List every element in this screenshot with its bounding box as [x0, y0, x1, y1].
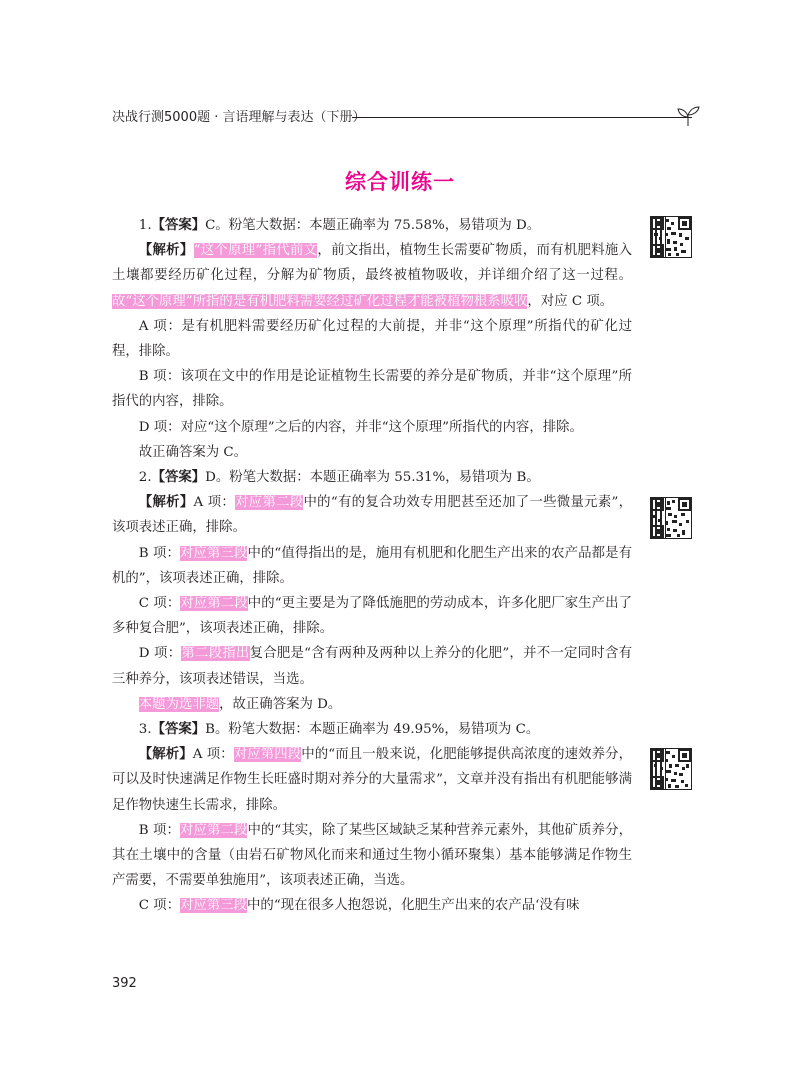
- highlight-text: 对应第四段: [233, 747, 302, 763]
- q1-answer-text: C。粉笔大数据：本题正确率为 75.58%，易错项为 D。: [205, 218, 541, 233]
- option-prefix: C 项：: [138, 596, 181, 612]
- highlight-text: 对应第三段: [179, 545, 248, 561]
- q2-option-c: [112, 591, 632, 641]
- conclusion-text: ，故正确答案为 D。: [219, 696, 342, 712]
- q1-analysis-text: ，前文指出，植物生长需要矿物质，而有机肥料施入土壤都要经历矿化过程，分解为矿物质，最终被植物吸收，并详细介绍了这一过程。: [112, 243, 632, 284]
- option-text: 中的“有的复合功效专用肥甚至还加了一些微量元素”，该项表述正确，排除。: [112, 495, 633, 536]
- option-text: 中的“现在很多人抱怨说，化肥生产出来的农产品‘没有味: [247, 898, 580, 914]
- option-prefix: C 项：: [138, 898, 181, 914]
- q2-number: 2.: [138, 470, 152, 486]
- q3-option-b: [112, 818, 632, 894]
- page-number: 392: [112, 976, 137, 991]
- q2-option-b: [112, 541, 632, 591]
- answer-label: 【答案】: [151, 217, 206, 233]
- option-text: 中的“更主要是为了降低施肥的劳动成本，许多化肥厂家生产出了多种复合肥”，该项表述正确，排除。: [112, 596, 633, 637]
- q2-answer: [112, 465, 632, 490]
- highlight-text: “这个原理”指代前文: [193, 243, 318, 259]
- q1-option-b: B 项：该项在文中的作用是论证植物生长需要的养分是矿物质，并非“这个原理”所指代的内容，排除。: [112, 369, 632, 410]
- q3-number: 3.: [138, 722, 152, 738]
- book-title: 决战行测5000题 · 言语理解与表达（下册）: [112, 110, 366, 125]
- q1-analysis-text: ，对应 C 项。: [527, 293, 614, 309]
- highlight-text: 对应第二段: [235, 495, 304, 511]
- q1-option-a: A 项：是有机肥料需要经历矿化过程的大前提，并非“这个原理”所指代的矿化过程，排除。: [112, 318, 632, 360]
- option-text: 中的“值得指出的是，施用有机肥和化肥生产出来的农产品都是有机的”，该项表述正确，排除。: [112, 545, 633, 586]
- q2-option-d: [112, 641, 632, 691]
- q3-answer-text: B。粉笔大数据：本题正确率为 49.95%，易错项为 C。: [205, 722, 540, 738]
- option-prefix: D 项：: [138, 646, 182, 662]
- highlight-text: 第二段指出: [181, 646, 250, 662]
- q1-option-d: D 项：对应“这个原理”之后的内容，并非“这个原理”所指代的内容，排除。: [138, 419, 583, 435]
- answer-label: 【答案】: [151, 721, 206, 738]
- running-header: [112, 104, 702, 128]
- highlight-text: 故“这个原理”所指的是有机肥料需要经过矿化过程才能被植物根系吸收: [112, 293, 528, 309]
- option-text: 中的“而且一般来说，化肥能够提供高浓度的速效养分，可以及时快速满足作物生长旺盛时期对养分的大量需求”，文章并没有指出有机肥能够满足作物快速生长需求，排除。: [112, 747, 633, 813]
- option-text: 中的“其实，除了某些区域缺乏某种营养元素外，其他矿质养分，其在土壤中的含量（由岩石矿物风化而来和通过生物小循环聚集）基本能够满足作物生产需要，不需要单独施用”，该项表述正确，当选。: [112, 822, 633, 889]
- analysis-label: 【解析】: [138, 746, 193, 763]
- analysis-label: 【解析】: [138, 242, 194, 259]
- answer-label: 【答案】: [151, 469, 206, 486]
- q3-option-c: [112, 893, 632, 918]
- q2-conclusion: [112, 692, 632, 717]
- highlight-text: 本题为选非题: [138, 696, 220, 712]
- analysis-label: 【解析】: [138, 494, 194, 511]
- highlight-text: 对应第二段: [180, 596, 248, 612]
- answer-content: [112, 213, 632, 919]
- q3-option-a: [112, 742, 632, 818]
- option-prefix: B 项：: [138, 822, 180, 838]
- highlight-text: 对应第二段: [179, 822, 248, 838]
- header-rule: [352, 117, 692, 118]
- q1-answer: [112, 213, 632, 238]
- option-prefix: A 项：: [193, 495, 236, 511]
- sprout-icon: [674, 104, 702, 126]
- option-prefix: A 项：: [192, 747, 234, 763]
- q3-answer: [112, 717, 632, 742]
- q1-conclusion: 故正确答案为 C。: [138, 444, 248, 460]
- highlight-text: 对应第三段: [180, 898, 248, 914]
- q1-analysis: [112, 238, 632, 314]
- q2-answer-text: D。粉笔大数据：本题正确率为 55.31%，易错项为 B。: [205, 470, 540, 486]
- qr-code-icon: [650, 497, 692, 539]
- q2-option-a: [112, 490, 632, 540]
- section-title: 综合训练一: [345, 170, 455, 194]
- qr-code-icon: [650, 216, 692, 258]
- q1-number: 1.: [138, 218, 152, 233]
- qr-code-icon: [650, 748, 692, 790]
- option-prefix: B 项：: [138, 545, 180, 561]
- option-text: 复合肥是“含有两种及两种以上养分的化肥”，并不一定同时含有三种养分，该项表述错误，当选。: [112, 646, 632, 687]
